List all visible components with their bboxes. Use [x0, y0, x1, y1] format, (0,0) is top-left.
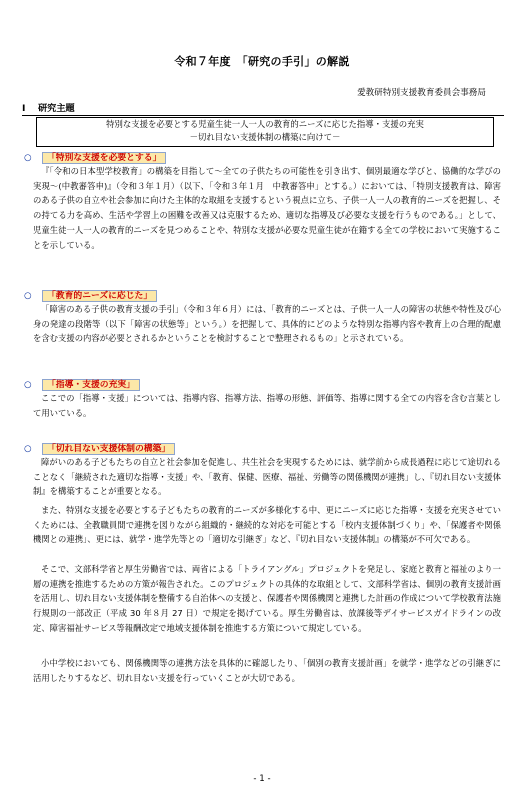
item-paragraph: ここでの「指導・支援」については、指導内容、指導方法、指導の形態、評価等、指導に関する全ての内容を含む言葉として用いている。: [33, 393, 501, 418]
item-paragraph: 障がいのある子どもたちの自立と社会参加を促進し、共生社会を実現するためには、就学前から成長過程に応じて途切れることなく「継続された適切な指導・支援」や、「教育、保健、医療、福祉、労働等の関係機関が連携」し、『切れ目ない支援体制』を構築することが重要となる。: [33, 457, 501, 497]
item-paragraph: 『「令和の日本型学校教育」の構築を目指して～全ての子供たちの可能性を引き出す、個別最適な学びと、協働的な学びの実現～(中教審答申)』（令和３年１月）（以下、「令和３年１月 中教審答申」とする。）においては、「特別支援教育は、障害のある子供の自立や社会参加に向けた主体的な取組を支援するという視点に立ち、子供一人一人の教育的ニーズを把握し、その持てる力を高め、生活や学習上の困難を改善又は克服するため、適切な指導及び必要な支援を行うものである。」として、児童生徒一人一人の教育的ニーズを見つめることや、特別な支援が必要な児童生徒が在籍する全ての学校において実施することを示している。: [33, 166, 501, 250]
item-heading-4: [24, 441, 175, 454]
section-number: Ⅰ: [22, 103, 26, 114]
theme-main: 特別な支援を必要とする児童生徒一人一人の教育的ニーズに応じた指導・支援の充実: [106, 119, 424, 129]
item-heading-2: [24, 288, 157, 301]
theme-box: [36, 117, 494, 147]
circle-bullet-icon: ○: [24, 380, 32, 390]
item-heading-3: [24, 377, 140, 390]
circle-bullet-icon: ○: [24, 153, 32, 163]
keyword-label: 「特別な支援を必要とする」: [42, 152, 166, 164]
keyword-label: 「切れ目ない支援体制の構築」: [42, 443, 175, 455]
item-paragraph: 小中学校においても、関係機関等の連携方法を具体的に確認したり、「個別の教育支援計画」を就学・進学などの引継ぎに活用したりするなど、切れ目ない支援を行っていくことが大切である。: [33, 658, 501, 683]
theme-sub: －切れ目ない支援体制の構築に向けて－: [189, 132, 341, 142]
page-number: - 1 -: [253, 774, 271, 784]
item-paragraph: 「障害のある子供の教育支援の手引」（令和３年６月）には、「教育的ニーズとは、子供一人一人の障害の状態や特性及び心身の発達の段階等（以下「障害の状態等」という。）を把握して、具体的にどのような特別な指導内容や教育上の合理的配慮を含む支援の内容が必要とされるかということを検討することで整理されるもの」と示されている。: [33, 304, 501, 344]
organization-name: 愛教研特別支援教育委員会事務局: [357, 88, 486, 98]
keyword-label: 「教育的ニーズに応じた」: [42, 290, 157, 302]
circle-bullet-icon: ○: [24, 444, 32, 454]
document-title: 令和７年度 「研究の手引」の解説: [174, 55, 350, 68]
item-heading-1: [24, 150, 166, 163]
section-title: 研究主題: [38, 103, 75, 114]
section-heading: [22, 100, 504, 116]
keyword-label: 「指導・支援の充実」: [42, 379, 140, 391]
circle-bullet-icon: ○: [24, 291, 32, 301]
item-paragraph: また、特別な支援を必要とする子どもたちの教育的ニーズが多様化する中、更にニーズに応じた指導・支援を充実させていくためには、全教職員間で連携を図りながら組織的・継続的な対応を可能とする「校内支援体制づくり」や、「保護者や関係機関との連携」、更には、就学・進学先等との「適切な引継ぎ」など、『切れ目ない支援体制』の構築が不可欠である。: [33, 505, 501, 545]
item-paragraph: そこで、文部科学省と厚生労働省では、両省による「トライアングル」プロジェクトを発足し、家庭と教育と福祉のより一層の連携を推進するための方策が報告された。このプロジェクトの具体的な取組として、文部科学省は、個別の教育支援計画を活用し、切れ目ない支援体制を整備する自治体への支援と、保護者や関係機関と連携した計画の作成について学校教育法施行規則の一部改正（平成 30 年８月 27 日）で規定を掲げている。厚生労働省は、放課後等デイサービスガイドラインの改定、障害福祉サービス等報酬改定で地域支援体制を推進する方策について規定している。: [33, 564, 501, 633]
